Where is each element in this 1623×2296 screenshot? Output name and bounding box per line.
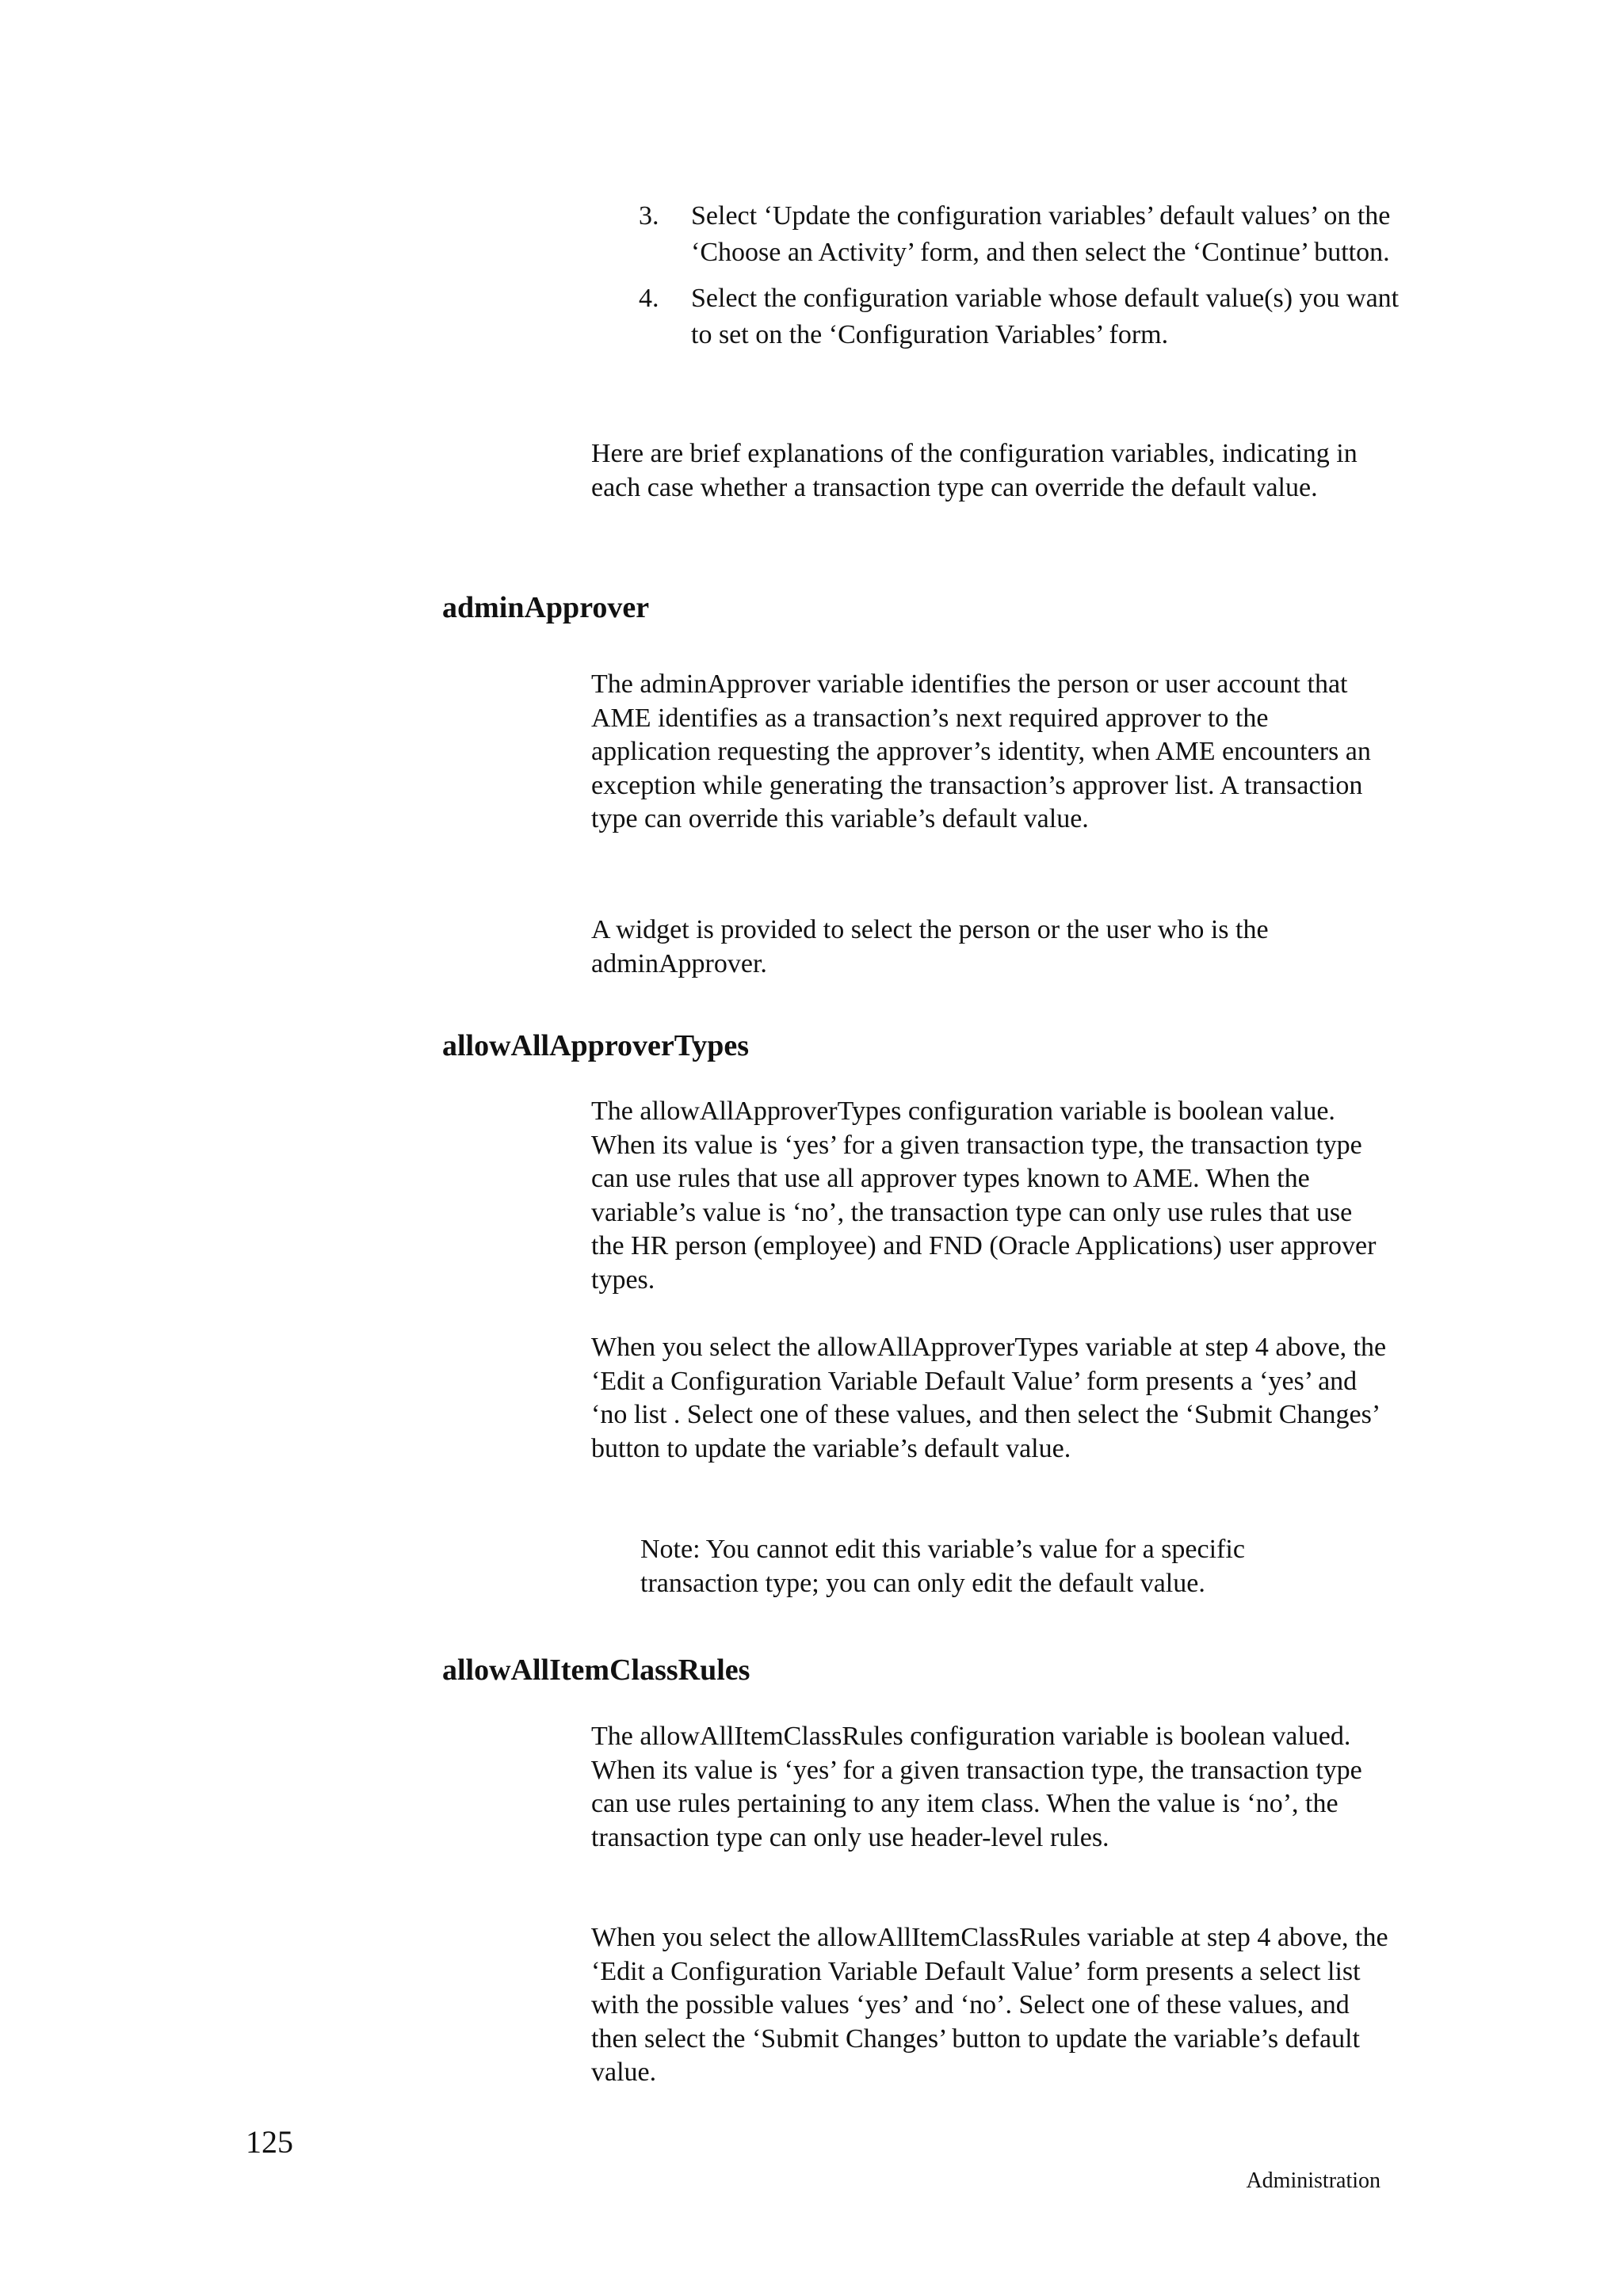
intro-text: Here are brief explanations of the configuration variables, indicating in each case whether a transaction type can override the default value. bbox=[591, 439, 1358, 502]
allow-all-item-class-rules-paragraph-2: When you select the allowAllItemClassRules variable at step 4 above, the ‘Edit a Configuration Variable Default Value’ form presents a select list with the possible values ‘yes’ and ‘no’. Select one of these values, and then select the ‘Submit Changes’ button to update the variable’s default value. bbox=[591, 1923, 1388, 2087]
admin-approver-paragraph-2: A widget is provided to select the person or the user who is the adminApprover. bbox=[591, 915, 1269, 978]
steps-list bbox=[639, 198, 1400, 363]
heading-allow-all-item-class-rules: allowAllItemClassRules bbox=[442, 1653, 750, 1687]
heading-allow-all-approver-types: allowAllApproverTypes bbox=[442, 1029, 750, 1062]
step-number: 4. bbox=[639, 284, 659, 313]
page-number: 125 bbox=[246, 2124, 293, 2160]
step-text: Select ‘Update the configuration variables’ default values’ on the ‘Choose an Activity’ form, and then select the ‘Continue’ button. bbox=[691, 201, 1391, 267]
allow-all-approver-types-paragraph-1: The allowAllApproverTypes configuration variable is boolean value. When its value is ‘yes’ for a given transaction type, the transaction type can use rules that use all approver types known to AME. When the variable’s value is ‘no’, the transaction type can only use rules that use the HR person (employee) and FND (Oracle Applications) user approver types. bbox=[591, 1097, 1377, 1295]
note-text: Note: You cannot edit this variable’s value for a specific transaction type; you can only edit the default value. bbox=[640, 1535, 1245, 1598]
step-text: Select the configuration variable whose default value(s) you want to set on the ‘Configuration Variables’ form. bbox=[691, 284, 1400, 349]
heading-admin-approver: adminApprover bbox=[442, 591, 650, 624]
list-item bbox=[639, 198, 1400, 271]
allow-all-approver-types-paragraph-2: When you select the allowAllApproverTypes variable at step 4 above, the ‘Edit a Configuration Variable Default Value’ form presents a ‘yes’ and ‘no list . Select one of these values, and then select the ‘Submit Changes’ button to update the variable’s default value. bbox=[591, 1333, 1387, 1463]
list-item bbox=[639, 280, 1400, 353]
step-number: 3. bbox=[639, 201, 659, 231]
admin-approver-paragraph-1: The adminApprover variable identifies the person or user account that AME identifies as a transaction’s next required approver to the application requesting the approver’s identity, when AME encounters an exception while generating the transaction’s approver list. A transaction type can override this variable’s default value. bbox=[591, 669, 1371, 833]
allow-all-item-class-rules-paragraph-1: The allowAllItemClassRules configuration variable is boolean valued. When its value is ‘yes’ for a given transaction type, the transaction type can use rules pertaining to any item class. When the value is ‘no’, the transaction type can only use header-level rules. bbox=[591, 1722, 1362, 1852]
footer-section-label: Administration bbox=[1246, 2168, 1381, 2193]
intro-paragraph bbox=[591, 437, 1392, 505]
